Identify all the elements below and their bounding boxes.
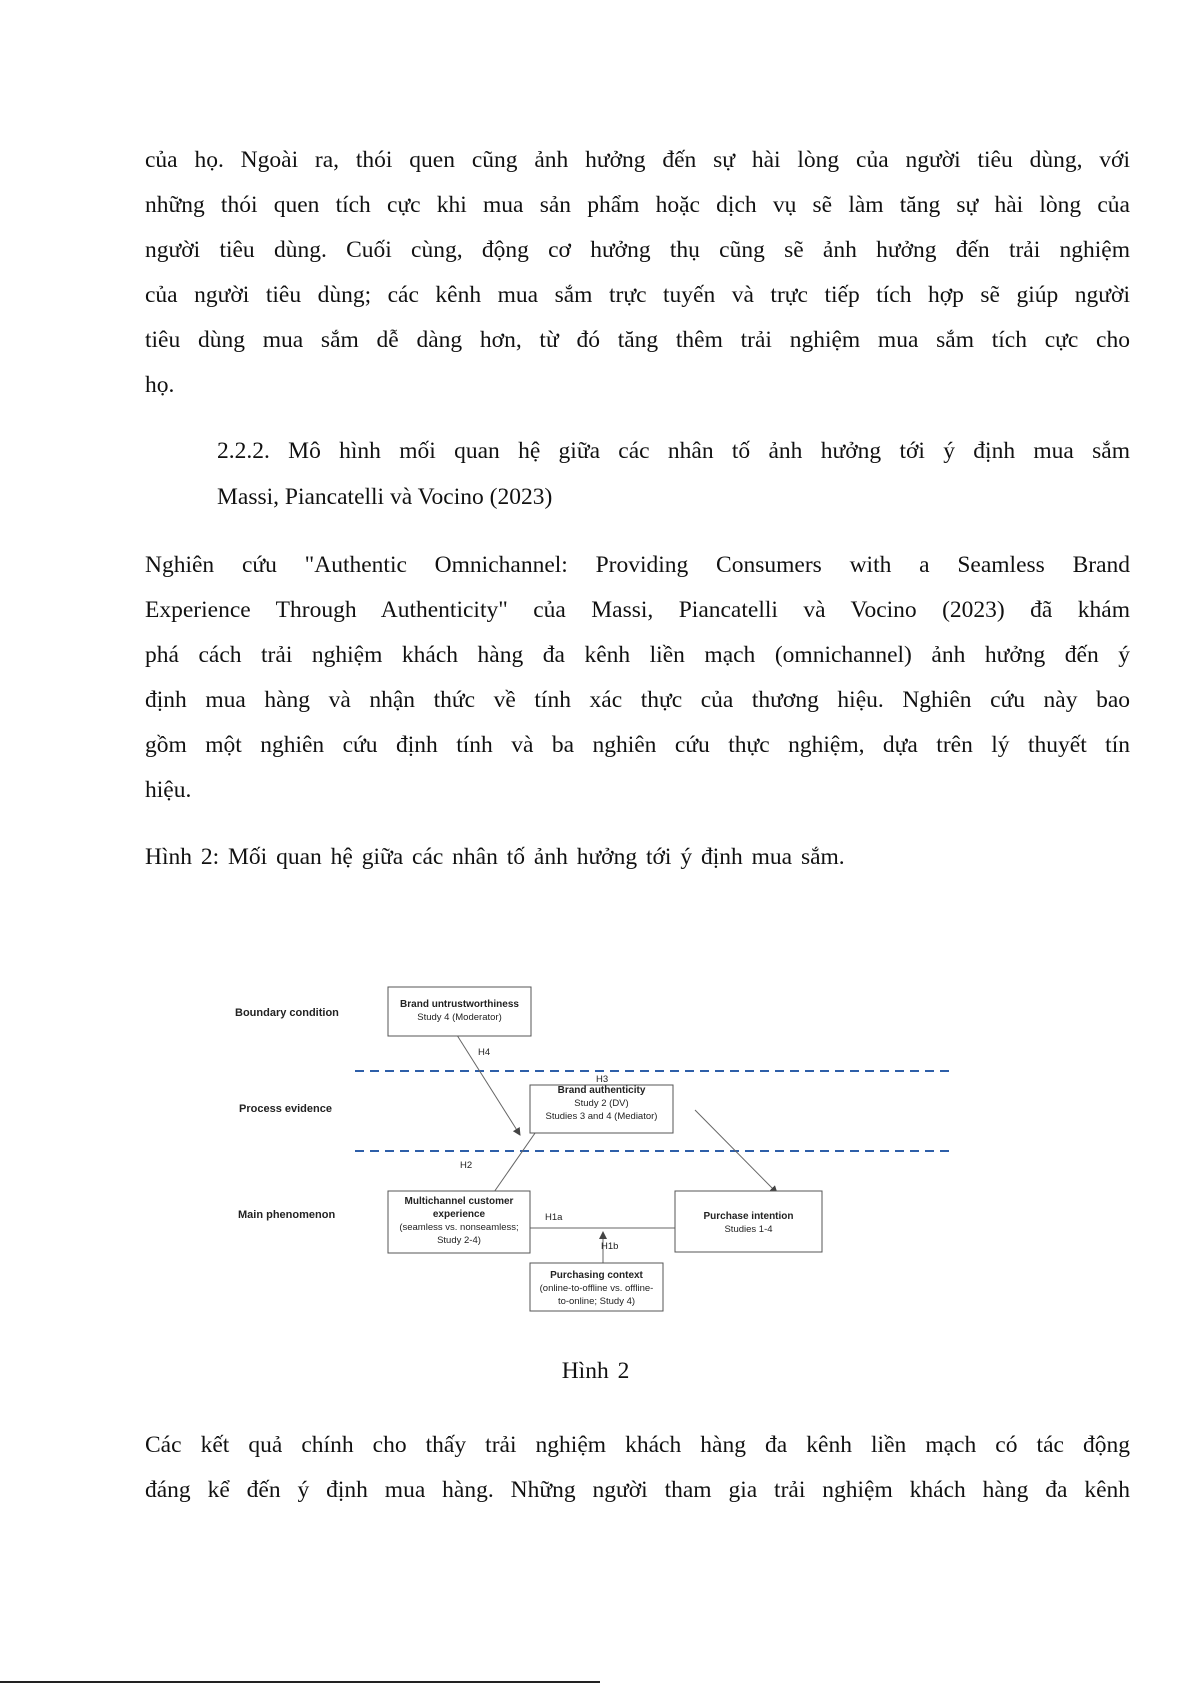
box-text: Studies 3 and 4 (Mediator) xyxy=(545,1111,658,1122)
figure-title: Hình 2: Mối quan hệ giữa các nhân tố ảnh hưởng tới ý định mua sắm. xyxy=(145,844,845,870)
section-heading xyxy=(217,428,1130,520)
paragraph-2-line: hiệu. xyxy=(145,777,192,803)
paragraph-1-line: người tiêu dùng. Cuối cùng, động cơ hưởng thụ cũng sẽ ảnh hưởng đến trải nghiệm xyxy=(145,237,1130,263)
paragraph-2-line: định mua hàng và nhận thức về tính xác thực của thương hiệu. Nghiên cứu này bao xyxy=(145,687,1130,713)
paragraph-2-line: gồm một nghiên cứu định tính và ba nghiên cứu thực nghiệm, dựa trên lý thuyết tín xyxy=(145,732,1130,758)
box-text: Study 2-4) xyxy=(437,1235,481,1246)
paragraph-1-line: của người tiêu dùng; các kênh mua sắm trực tuyến và trực tiếp tích hợp sẽ giúp người xyxy=(145,282,1130,308)
box-brand-untrustworthiness xyxy=(388,987,531,1036)
footer-rule xyxy=(0,1681,600,1683)
paragraph-3-line: Các kết quả chính cho thấy trải nghiệm khách hàng đa kênh liền mạch có tác động xyxy=(145,1432,1130,1458)
paragraph-1 xyxy=(145,138,1130,408)
paragraph-2-line: phá cách trải nghiệm khách hàng đa kênh liền mạch (omnichannel) ảnh hưởng đến ý xyxy=(145,642,1130,668)
hypothesis-h4: H4 xyxy=(478,1047,491,1058)
box-title: experience xyxy=(432,1209,486,1220)
box-multichannel-experience xyxy=(388,1191,530,1253)
box-title: Purchase intention xyxy=(703,1211,794,1222)
hypothesis-h1a: H1a xyxy=(545,1212,563,1223)
box-text: Studies 1-4 xyxy=(724,1224,773,1235)
box-text: Study 4 (Moderator) xyxy=(417,1012,502,1023)
hypothesis-h1b: H1b xyxy=(601,1241,619,1252)
box-title: Brand authenticity xyxy=(557,1085,646,1096)
hypothesis-h3: H3 xyxy=(596,1074,609,1085)
hypothesis-h2: H2 xyxy=(460,1160,473,1171)
box-title: Brand untrustworthiness xyxy=(400,999,519,1010)
research-model-diagram xyxy=(225,975,970,1335)
section-heading-line: Massi, Piancatelli và Vocino (2023) xyxy=(217,484,553,510)
box-text: Study 2 (DV) xyxy=(574,1098,629,1109)
paragraph-3 xyxy=(145,1423,1130,1513)
paragraph-2 xyxy=(145,543,1130,813)
row-label-process: Process evidence xyxy=(239,1103,332,1115)
box-purchase-intention xyxy=(675,1191,822,1252)
box-text: to-online; Study 4) xyxy=(557,1296,636,1307)
box-purchasing-context xyxy=(530,1263,663,1311)
paragraph-1-line: những thói quen tích cực khi mua sản phẩm hoặc dịch vụ sẽ làm tăng sự hài lòng của xyxy=(145,192,1130,218)
paragraph-1-line: tiêu dùng mua sắm dễ dàng hơn, từ đó tăng thêm trải nghiệm mua sắm tích cực cho xyxy=(145,327,1130,353)
paragraph-1-line: họ. xyxy=(145,372,175,398)
paragraph-3-line: đáng kể đến ý định mua hàng. Những người tham gia trải nghiệm khách hàng đa kênh xyxy=(145,1477,1130,1503)
box-text: (online-to-offline vs. offline- xyxy=(539,1283,654,1294)
paragraph-1-line: của họ. Ngoài ra, thói quen cũng ảnh hưởng đến sự hài lòng của người tiêu dùng, với xyxy=(145,147,1130,173)
paragraph-2-line: Experience Through Authenticity" của Massi, Piancatelli và Vocino (2023) đã khám xyxy=(145,597,1130,623)
row-label-main: Main phenomenon xyxy=(238,1209,336,1221)
figure-caption: Hình 2 xyxy=(561,1358,630,1384)
box-title: Purchasing context xyxy=(550,1270,643,1281)
section-heading-line: 2.2.2. Mô hình mối quan hệ giữa các nhân tố ảnh hưởng tới ý định mua sắm xyxy=(217,438,1130,464)
paragraph-2-line: Nghiên cứu "Authentic Omnichannel: Providing Consumers with a Seamless Brand xyxy=(145,552,1130,578)
box-title: Multichannel customer xyxy=(404,1196,514,1207)
box-text: (seamless vs. nonseamless; xyxy=(399,1222,519,1233)
row-label-boundary: Boundary condition xyxy=(235,1007,339,1019)
box-brand-authenticity xyxy=(530,1085,673,1133)
